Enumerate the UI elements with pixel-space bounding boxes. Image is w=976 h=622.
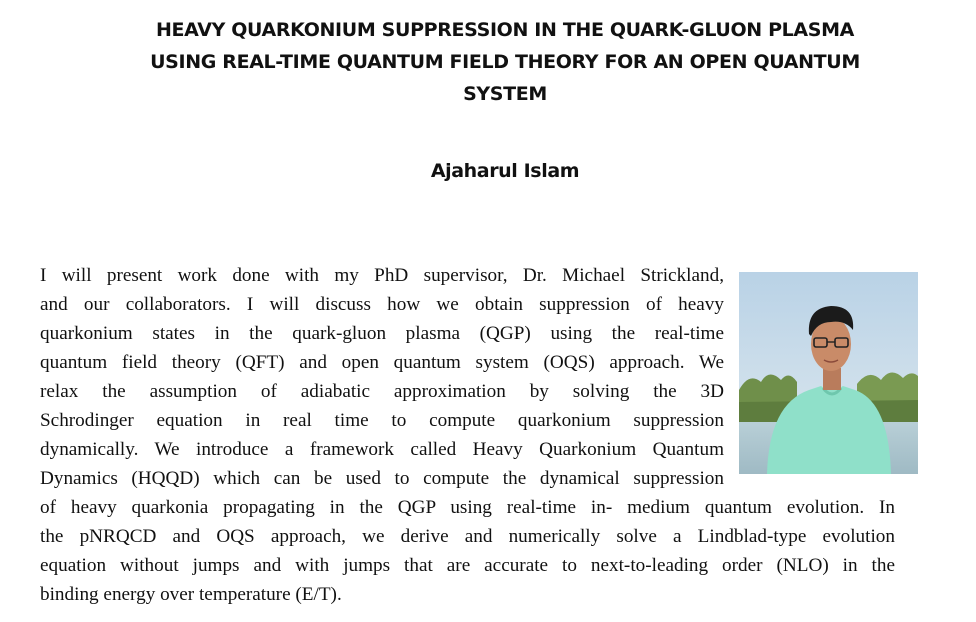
- abstract-line: of heavy quarkonia propagating in the QGP using real-time in- medium quantum evolution. In: [40, 497, 895, 518]
- abstract-line: equation without jumps and with jumps that are accurate to next-to-leading order (NLO) in the: [40, 555, 895, 576]
- author-name: Ajaharul Islam: [430, 160, 580, 182]
- abstract-line: Schrodinger equation in real time to compute quarkonium suppression: [40, 410, 724, 431]
- title-line-2: USING REAL-TIME QUANTUM FIELD THEORY FOR AN OPEN QUANTUM: [150, 51, 860, 73]
- paper-title: [120, 14, 890, 110]
- abstract-line: I will present work done with my PhD supervisor, Dr. Michael Strickland,: [40, 265, 724, 286]
- author-portrait-image: [739, 272, 918, 474]
- abstract-line: the pNRQCD and OQS approach, we derive and numerically solve a Lindblad-type evolution: [40, 526, 895, 547]
- abstract-wrapped-text: [40, 261, 724, 493]
- author-photo: [739, 272, 918, 474]
- abstract-line: dynamically. We introduce a framework called Heavy Quarkonium Quantum: [40, 439, 724, 460]
- abstract-line: Dynamics (HQQD) which can be used to compute the dynamical suppression: [40, 468, 724, 489]
- abstract-full-width-text: [40, 493, 895, 609]
- title-line-1: HEAVY QUARKONIUM SUPPRESSION IN THE QUARK-GLUON PLASMA: [155, 19, 855, 41]
- abstract-line: quarkonium states in the quark-gluon plasma (QGP) using the real-time: [40, 323, 724, 344]
- title-line-3: SYSTEM: [463, 83, 547, 105]
- abstract-line: relax the assumption of adiabatic approximation by solving the 3D: [40, 381, 724, 402]
- abstract-line: and our collaborators. I will discuss how we obtain suppression of heavy: [40, 294, 724, 315]
- abstract-line: quantum field theory (QFT) and open quantum system (OQS) approach. We: [40, 352, 724, 373]
- abstract-line: binding energy over temperature (E/T).: [40, 584, 342, 605]
